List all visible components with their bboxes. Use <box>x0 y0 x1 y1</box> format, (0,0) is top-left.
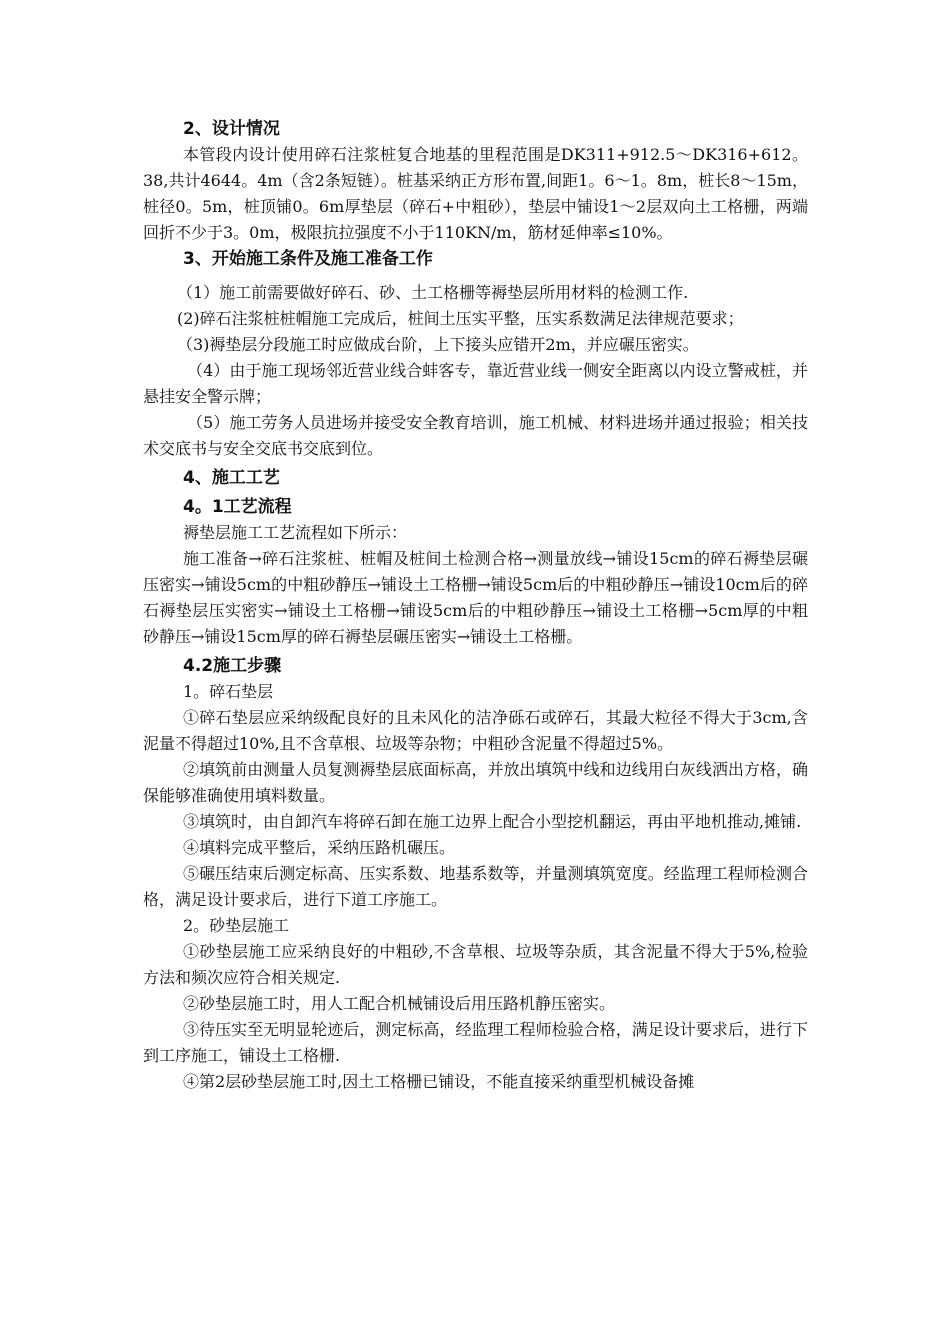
sand-step: ①砂垫层施工应采纳良好的中粗砂,不含草根、垃圾等杂质，其含泥量不得大于5%,检验方法和频次应符合相关规定. <box>143 942 808 987</box>
document-page <box>143 116 808 1095</box>
sand-step: ③待压实至无明显轮迹后，测定标高，经监理工程师检验合格，满足设计要求后，进行下到工序施工，铺设土工格栅. <box>143 1020 808 1065</box>
subsection-heading-flow: 4。1工艺流程 <box>183 497 292 517</box>
flow-intro: 褥垫层施工工艺流程如下所示： <box>183 523 408 542</box>
section-heading-process: 4、施工工艺 <box>183 468 280 488</box>
gravel-step: ①碎石垫层应采纳级配良好的且未风化的洁净砾石或碎石，其最大粒径不得大于3cm,含泥量不得超过10%,且不含草根、垃圾等杂物；中粗砂含泥量不得超过5%。 <box>143 708 808 753</box>
condition-item: （4）由于施工现场邻近营业线合蚌客专，靠近营业线一侧安全距离以内设立警戒桩，并悬挂安全警示牌； <box>143 361 808 406</box>
flow-steps: 施工准备→碎石注浆桩、桩帽及桩间土检测合格→测量放线→铺设15cm的碎石褥垫层碾压密实→铺设5cm的中粗砂静压→铺设土工格栅→铺设5cm后的中粗砂静压→铺设10cm后的碎石褥垫层压实密实→铺设土工格栅→铺设5cm后的中粗砂静压→铺设土工格栅→5cm厚的中粗砂静压→铺设15cm厚的碎石褥垫层碾压密实→铺设土工格栅。 <box>143 549 808 646</box>
section-heading-design: 2、设计情况 <box>183 119 280 139</box>
gravel-title: 1。碎石垫层 <box>183 682 274 701</box>
section-heading-conditions: 3、开始施工条件及施工准备工作 <box>183 249 433 269</box>
subsection-heading-steps: 4.2施工步骤 <box>183 656 282 676</box>
condition-item: (2)碎石注浆桩桩帽施工完成后，桩间土压实平整，压实系数满足法律规范要求； <box>177 309 744 328</box>
sand-step: ②砂垫层施工时，用人工配合机械铺设后用压路机静压密实。 <box>183 994 616 1013</box>
gravel-step: ④填料完成平整后，采纳压路机碾压。 <box>183 838 456 857</box>
sand-step: ④第2层砂垫层施工时,因土工格栅已铺设，不能直接采纳重型机械设备摊 <box>183 1072 695 1091</box>
condition-item: （3)褥垫层分段施工时应做成台阶，上下接头应错开2m，并应碾压密实。 <box>177 335 699 354</box>
gravel-step: ③填筑时，由自卸汽车将碎石卸在施工边界上配合小型挖机翻运，再由平地机推动,摊铺. <box>183 812 802 831</box>
condition-item: （1）施工前需要做好碎石、砂、土工格栅等褥垫层所用材料的检测工作. <box>177 283 689 302</box>
condition-item: （5）施工劳务人员进场并接受安全教育培训，施工机械、材料进场并通过报验；相关技术交底书与安全交底书交底到位。 <box>143 413 808 458</box>
gravel-step: ⑤碾压结束后测定标高、压实系数、地基系数等，并量测填筑宽度。经监理工程师检测合格，满足设计要求后，进行下道工序施工。 <box>143 864 808 909</box>
gravel-step: ②填筑前由测量人员复测褥垫层底面标高，并放出填筑中线和边线用白灰线洒出方格，确保能够准确使用填料数量。 <box>143 760 808 805</box>
design-paragraph: 本管段内设计使用碎石注浆桩复合地基的里程范围是DK311+912.5～DK316+612。38,共计4644。4m（含2条短链）。桩基采纳正方形布置,间距1。6～1。8m，桩长8～15m，桩径0。5m，桩顶铺0。6m厚垫层（碎石+中粗砂），垫层中铺设1～2层双向土工格栅，两端回折不少于3。0m，极限抗拉强度不小于110KN/m，筋材延伸率≤10%。 <box>143 145 808 242</box>
sand-title: 2。砂垫层施工 <box>183 916 290 935</box>
